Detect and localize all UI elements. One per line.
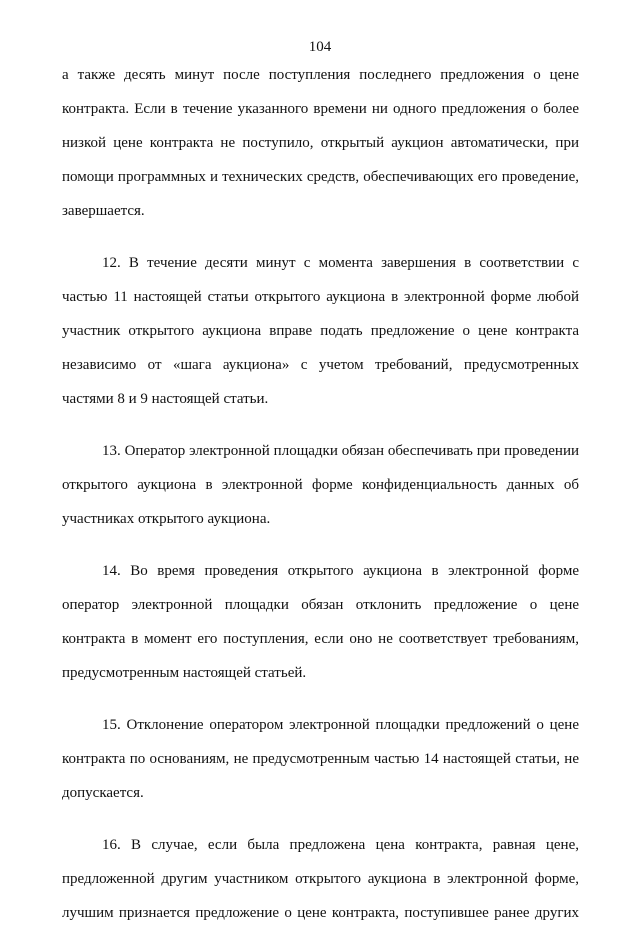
paragraph-14: 14. Во время проведения открытого аукциона в электронной форме оператор электронной площадки обязан отклонить предложение о цене контракта в момент его поступления, если оно не соответствует требованиям, предусмотренным настоящей статьей. <box>62 563 579 681</box>
paragraph-12: 12. В течение десяти минут с момента завершения в соответствии с частью 11 настоящей статьи открытого аукциона в электронной форме любой участник открытого аукциона вправе подать предложение о цене контракта независимо от «шага аукциона» с учетом требований, предусмотренных частями 8 и 9 настоящей статьи. <box>62 255 579 407</box>
paragraph-16: 16. В случае, если была предложена цена контракта, равная цене, предложенной другим участником открытого аукциона в электронной форме, лучшим признается предложение о цене контракта, поступившее ранее других <box>62 837 579 921</box>
document-body <box>62 58 579 930</box>
paragraph-continuation: а также десять минут после поступления последнего предложения о цене контракта. Если в течение указанного времени ни одного предложения о более низкой цене контракта не поступило, открытый аукцион автоматически, при помощи программных и технических средств, обеспечивающих его проведение, завершается. <box>62 67 579 219</box>
paragraph-13: 13. Оператор электронной площадки обязан обеспечивать при проведении открытого аукциона в электронной форме конфиденциальность данных об участниках открытого аукциона. <box>62 443 579 527</box>
paragraph-15: 15. Отклонение оператором электронной площадки предложений о цене контракта по основаниям, не предусмотренным частью 14 настоящей статьи, не допускается. <box>62 717 579 801</box>
page-number: 104 <box>308 39 332 55</box>
